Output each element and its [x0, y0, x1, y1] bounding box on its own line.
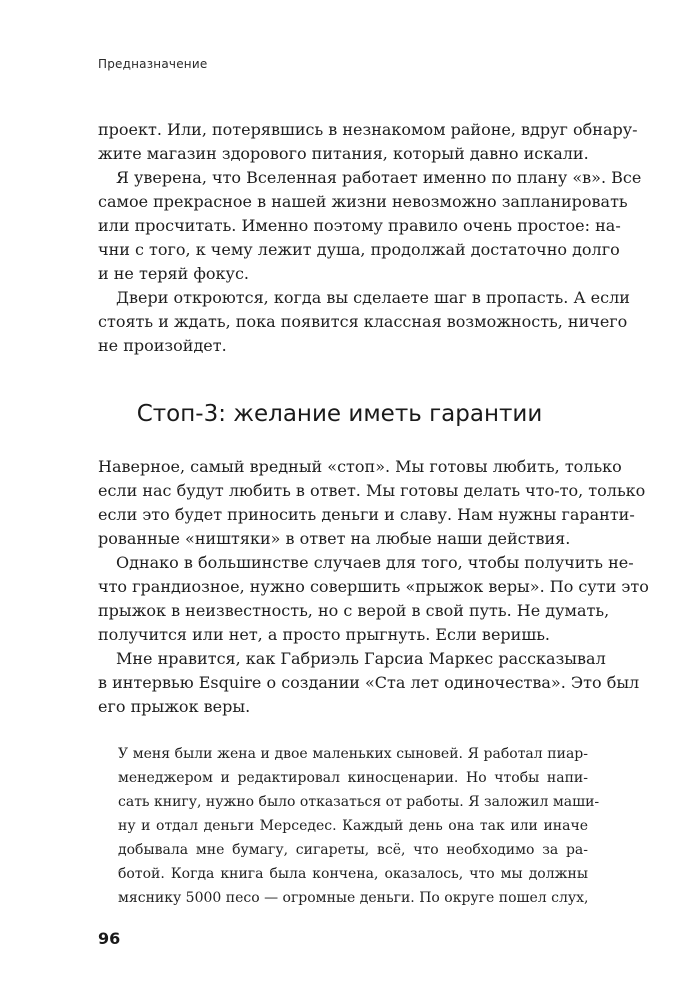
- paragraph-line: Двери откроются, когда вы сделаете шаг в пропасть. А если: [116, 288, 630, 307]
- paragraph-line: прыжок в неизвестность, но с верой в свой путь. Не думать,: [98, 601, 610, 620]
- paragraph-line: Наверное, самый вредный «стоп». Мы готовы любить, только: [98, 457, 622, 476]
- running-head: Предназначение: [98, 57, 208, 71]
- paragraph-line: самое прекрасное в нашей жизни невозможно запланировать: [98, 192, 628, 211]
- paragraph-line: рованные «ништяки» в ответ на любые наши действия.: [98, 529, 571, 548]
- paragraph-line: или просчитать. Именно поэтому правило очень простое: на-: [98, 216, 621, 235]
- section-heading: Стоп-3: желание иметь гарантии: [136, 401, 543, 427]
- paragraph-line: стоять и ждать, пока появится классная возможность, ничего: [98, 312, 628, 331]
- paragraph-line: что грандиозное, нужно совершить «прыжок веры». По сути это: [98, 577, 649, 596]
- paragraph-line: и не теряй фокус.: [98, 264, 249, 283]
- paragraph-line: Однако в большинстве случаев для того, чтобы получить не-: [116, 553, 634, 572]
- paragraph-line: проект. Или, потерявшись в незнакомом районе, вдруг обнару-: [98, 120, 638, 139]
- paragraph-line: чни с того, к чему лежит душа, продолжай достаточно долго: [98, 240, 620, 259]
- quote-line: ботой. Когда книга была кончена, оказалось, что мы должны: [118, 866, 588, 882]
- quote-line: ну и отдал деньги Мерседес. Каждый день она так или иначе: [118, 818, 588, 834]
- quote-line: мяснику 5000 песо — огромные деньги. По округе пошел слух,: [118, 890, 589, 906]
- paragraph-line: если это будет приносить деньги и славу. Нам нужны гаранти-: [98, 505, 635, 524]
- paragraph-line: его прыжок веры.: [98, 697, 251, 716]
- paragraph-line: получится или нет, а просто прыгнуть. Если веришь.: [98, 625, 550, 644]
- quote-line: сать книгу, нужно было отказаться от работы. Я заложил маши-: [118, 794, 600, 810]
- quote-line: менеджером и редактировал киносценарии. Но чтобы напи-: [118, 770, 588, 786]
- page-number: 96: [98, 929, 121, 948]
- paragraph-line: не произойдет.: [98, 336, 227, 355]
- quote-line: добывала мне бумагу, сигареты, всё, что необходимо за ра-: [118, 842, 588, 858]
- paragraph-line: в интервью Esquire о создании «Ста лет одиночества». Это был: [98, 673, 640, 692]
- paragraph-line: Я уверена, что Вселенная работает именно по плану «в». Все: [116, 168, 642, 187]
- paragraph-line: если нас будут любить в ответ. Мы готовы делать что-то, только: [98, 481, 646, 500]
- paragraph-line: Мне нравится, как Габриэль Гарсиа Маркес рассказывал: [116, 649, 606, 668]
- paragraph-line: жите магазин здорового питания, который давно искали.: [98, 144, 589, 163]
- quote-line: У меня были жена и двое маленьких сыновей. Я работал пиар-: [118, 746, 588, 762]
